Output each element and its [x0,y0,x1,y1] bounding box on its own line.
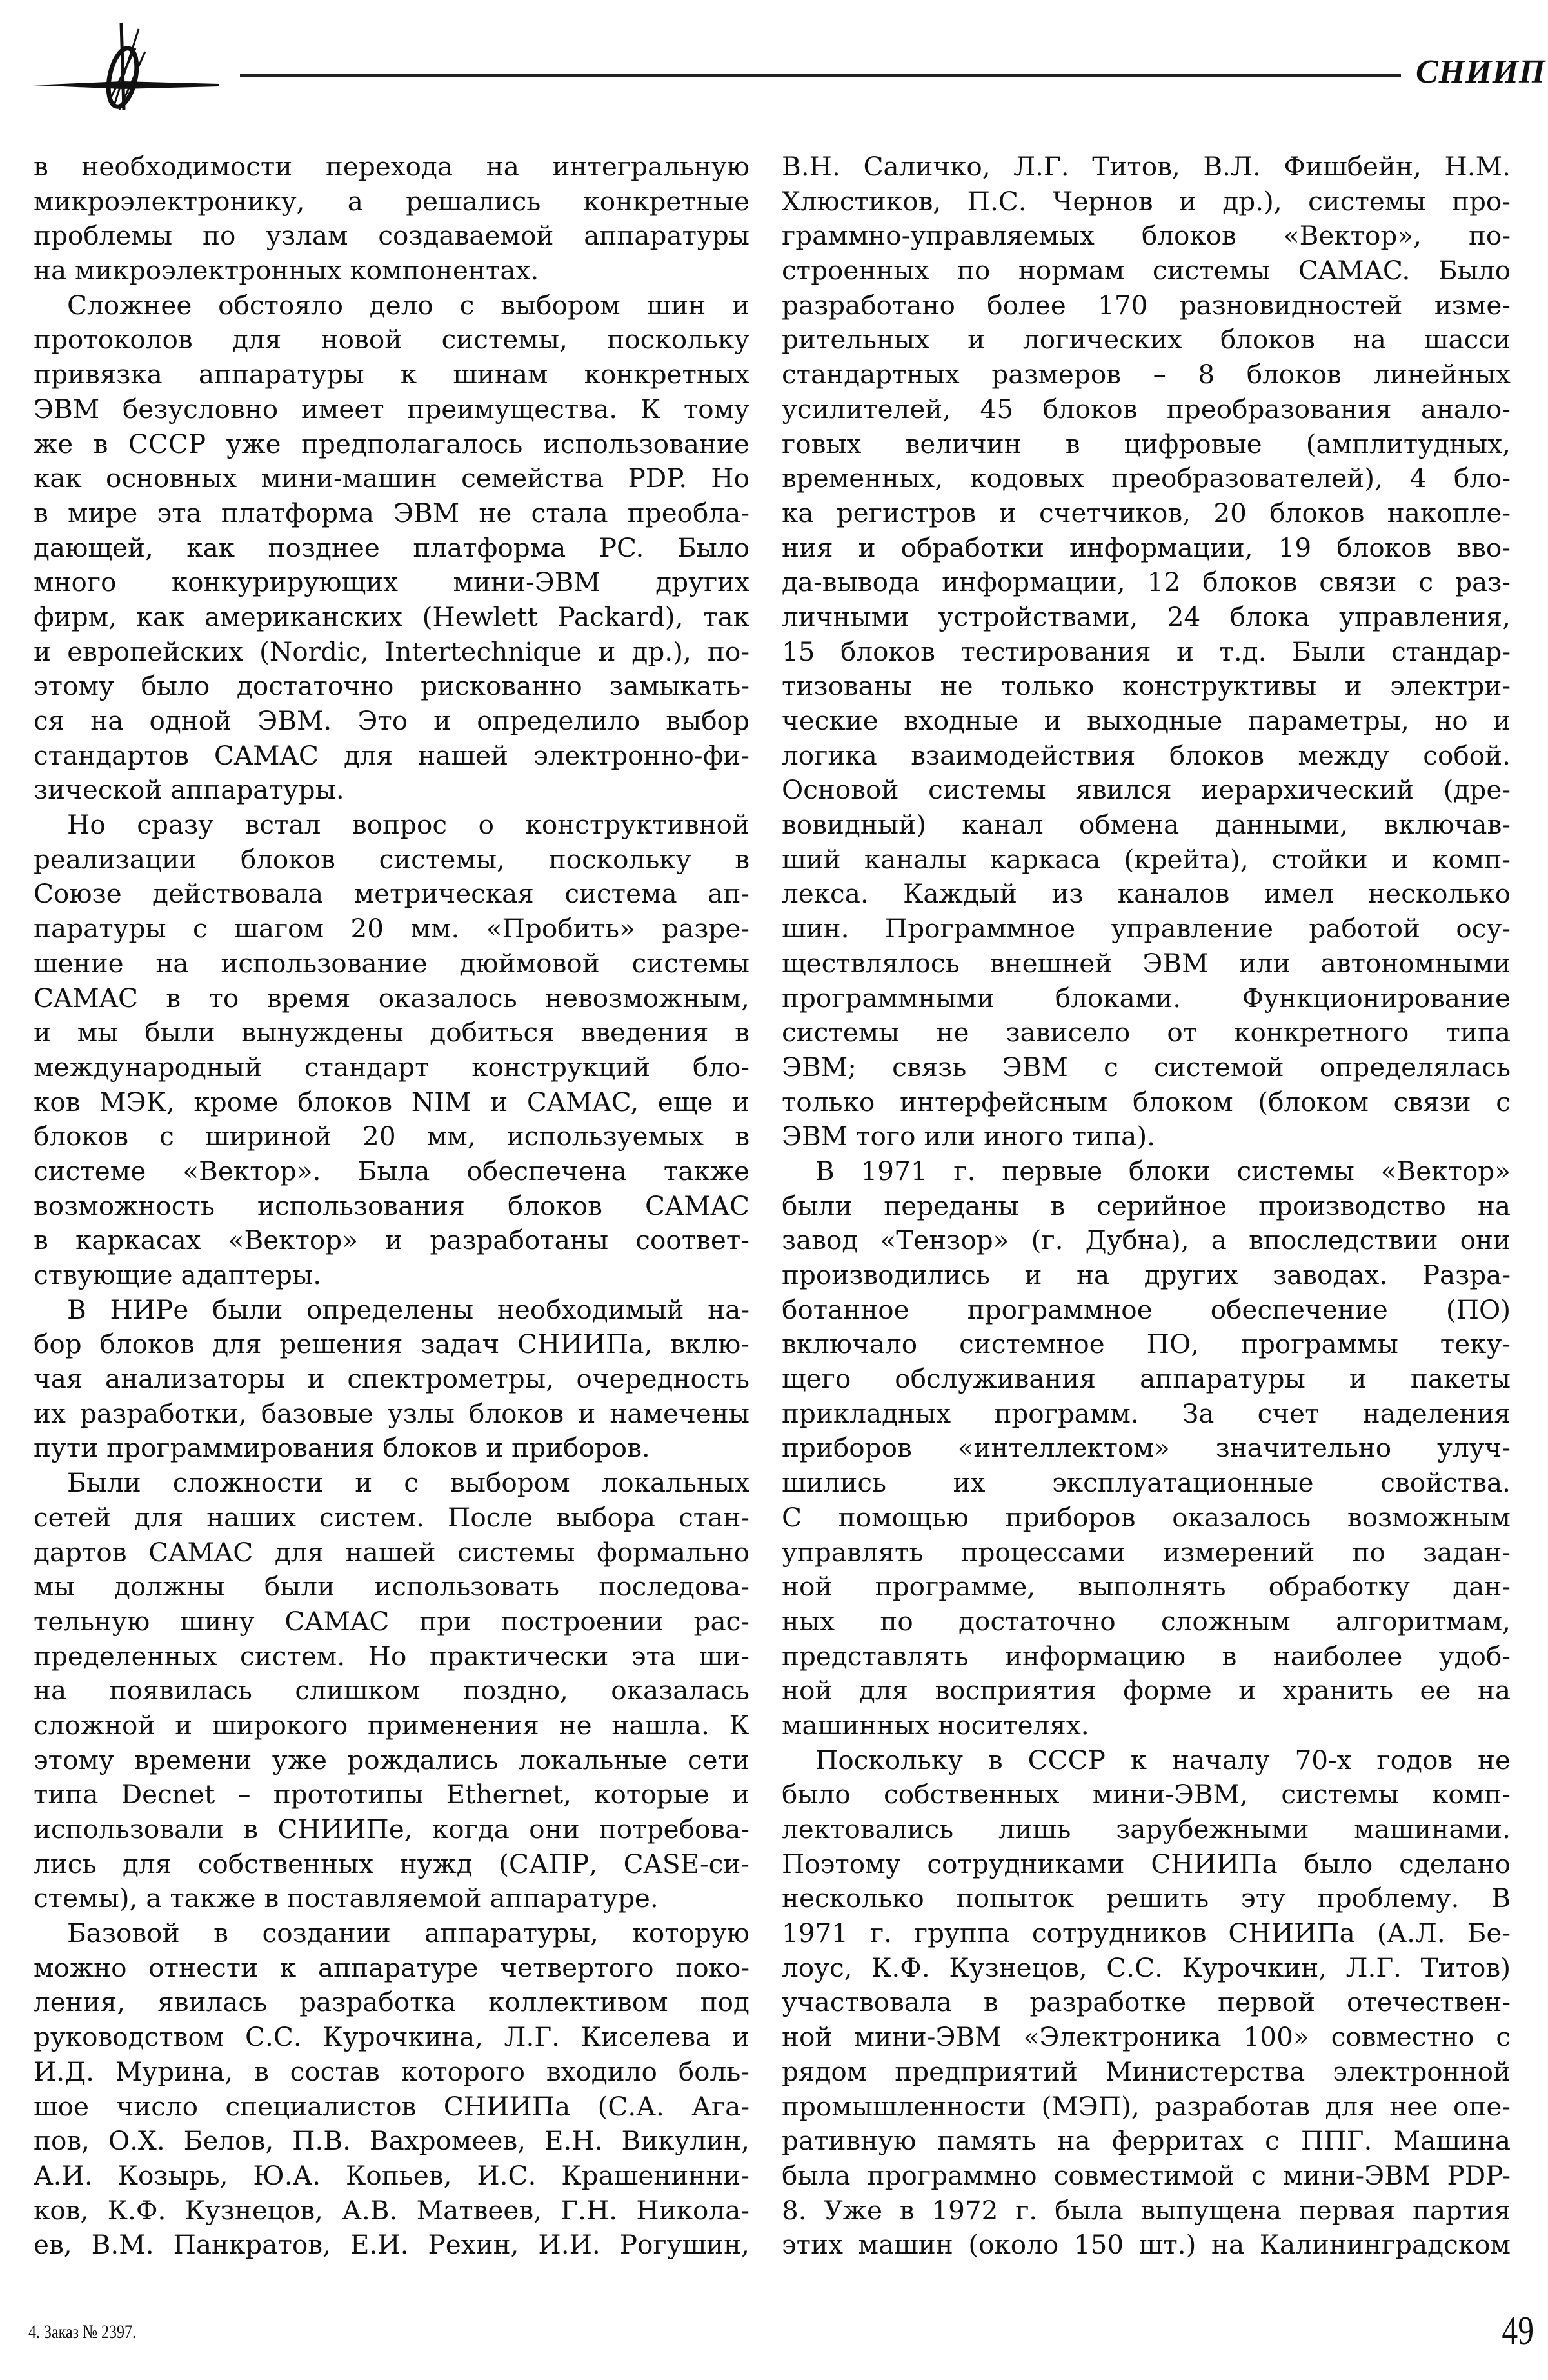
text-line: протоколов для новой системы, поскольку [34,324,749,355]
text-line: строенных по нормам системы CAMAC. Было [782,255,1511,286]
text-line: ев, В.М. Панкратов, Е.И. Рехин, И.И. Рогушин, [34,2229,749,2261]
text-line: возможность использования блоков CAMAC [34,1190,749,1221]
text-line: ствующие адаптеры. [34,1259,322,1290]
text-line: Поэтому сотрудниками СНИИПа было сделано [782,1848,1511,1879]
text-line: сложной и широкого применения не нашла. К [34,1709,749,1741]
text-line: ления, явилась разработка коллективом под [34,1986,749,2018]
text-line: была программно совместимой с мини-ЭВМ PDP- [782,2159,1511,2191]
text-line: 8. Уже в 1972 г. была выпущена первая партия [782,2194,1511,2226]
text-line: представлять информацию в наиболее удоб- [782,1640,1511,1672]
paragraph [34,1916,749,2263]
text-line: машинных носителях. [782,1709,1089,1741]
paragraph [34,808,749,1293]
paragraph [782,150,1511,1154]
text-line: логика взаимодействия блоков между собой. [782,739,1511,771]
text-line: этому было достаточно рискованно замыкать- [34,670,749,702]
text-line: блоков с шириной 20 мм, используемых в [34,1121,749,1152]
text-line: приборов «интеллектом» значительно улуч- [782,1432,1511,1464]
text-line: на появилась слишком поздно, оказалась [34,1675,749,1706]
text-line: А.И. Козырь, Ю.А. Копьев, И.С. Крашенинни- [34,2159,749,2191]
text-line: ся на одной ЭВМ. Это и определило выбор [34,705,749,736]
text-line: пределенных систем. Но практически эта ши- [34,1640,749,1672]
text-line: шин. Программное управление работой осу- [782,913,1511,945]
text-line: тельную шину CAMAC при построении рас- [34,1605,749,1637]
text-column-right [782,150,1511,2263]
text-line: ных по достаточно сложным алгоритмам, [782,1605,1511,1637]
paragraph [34,1293,749,1466]
running-head: СНИИП [1416,54,1546,90]
text-line: стемы), а также в поставляемой аппаратуре. [34,1883,659,1914]
paragraph [34,150,749,288]
text-line: ЭВМ того или иного типа). [782,1121,1156,1152]
text-line: чая анализаторы и спектрометры, очередность [34,1363,749,1395]
text-line: Базовой в создании аппаратуры, которую [67,1917,749,1949]
text-line: Поскольку в СССР к началу 70-х годов не [815,1744,1511,1775]
text-line: ной для восприятия форме и хранить ее на [782,1675,1511,1706]
text-line: использовали в СНИИПе, когда они потребова- [34,1814,749,1845]
text-line: лись для собственных нужд (САПР, CASE-си- [34,1848,749,1879]
text-line: и европейских (Nordic, Intertechnique и др.), по- [34,635,749,667]
text-line: на микроэлектронных компонентах. [34,255,539,286]
text-line: программными блоками. Функционирование [782,982,1511,1014]
text-line: в необходимости перехода на интегральную [34,151,749,182]
text-line: их разработки, базовые узлы блоков и намечены [34,1397,749,1429]
text-line: сетей для наших систем. После выбора стан- [34,1501,749,1533]
text-line: привязка аппаратуры к шинам конкретных [34,359,749,390]
text-line: лектовались лишь зарубежными машинами. [782,1814,1511,1845]
header-rule [240,74,1401,77]
text-line: системе «Вектор». Была обеспечена также [34,1155,749,1186]
text-line: шились их эксплуатационные свойства. [782,1467,1511,1499]
paragraph [34,1466,749,1916]
text-line: В.Н. Саличко, Л.Г. Титов, В.Л. Фишбейн, Н.М. [782,151,1511,182]
text-line: щего обслуживания аппаратуры и пакеты [782,1363,1511,1395]
text-line: же в СССР уже предполагалось использование [34,428,749,459]
print-order-note: 4. Заказ № 2397. [28,2321,137,2343]
text-line: ЭВМ безусловно имеет преимущества. К тому [34,393,749,425]
text-line: ка регистров и счетчиков, 20 блоков накопле- [782,497,1511,528]
text-line: С помощью приборов оказалось возможным [782,1501,1511,1533]
text-line: лекса. Каждый из каналов имел несколько [782,878,1511,910]
text-line: Союзе действовала метрическая система ап- [34,878,749,910]
text-line: стандартных размеров – 8 блоков линейных [782,359,1511,390]
text-line: были переданы в серийное производство на [782,1190,1511,1221]
text-line: проблемы по узлам создаваемой аппаратуры [34,220,749,252]
text-line: 15 блоков тестирования и т.д. Были стандар- [782,635,1511,667]
text-line: системы не зависело от конкретного типа [782,1017,1511,1048]
text-line: фирм, как американских (Hewlett Packard), так [34,601,749,632]
text-line: типа Decnet – прототипы Ethernet, которые и [34,1779,749,1810]
text-line: тизованы не только конструктивы и электри- [782,670,1511,702]
text-line: прикладных программ. За счет наделения [782,1397,1511,1429]
text-line: этому времени уже рождались локальные сети [34,1744,749,1775]
text-line: усилителей, 45 блоков преобразования анало- [782,393,1511,425]
text-line: вовидный) канал обмена данными, включав- [782,809,1511,841]
text-line: дающей, как позднее платформа PC. Было [34,532,749,563]
text-line: ЭВМ; связь ЭВМ с системой определялась [782,1051,1511,1083]
text-line: дартов CAMAC для нашей системы формально [34,1536,749,1568]
text-line: и мы были вынуждены добиться введения в [34,1017,749,1048]
text-line: в мире эта платформа ЭВМ не стала преобла- [34,497,749,528]
text-line: руководством С.С. Курочкина, Л.Г. Киселева и [34,2021,749,2053]
text-line: этих машин (около 150 шт.) на Калининградском [782,2229,1511,2261]
text-line: ботанное программное обеспечение (ПО) [782,1294,1511,1325]
text-line: паратуры с шагом 20 мм. «Пробить» разре- [34,913,749,945]
text-line: микроэлектронику, а решались конкретные [34,185,749,217]
text-line: Были сложности и с выбором локальных [67,1467,749,1499]
text-line: 1971 г. группа сотрудников СНИИПа (А.Л. Бе- [782,1917,1511,1949]
text-line: только интерфейсным блоком (блоком связи с [782,1086,1511,1117]
text-line: лоус, К.Ф. Кузнецов, С.С. Курочкин, Л.Г. Титов) [782,1952,1511,1983]
text-line: рядом предприятий Министерства электронной [782,2055,1511,2087]
text-line: ния и обработки информации, 19 блоков вво- [782,532,1511,563]
text-line: граммно-управляемых блоков «Вектор», по- [782,220,1511,252]
text-line: В 1971 г. первые блоки системы «Вектор» [815,1155,1511,1186]
text-line: шение на использование дюймовой системы [34,947,749,979]
text-line: несколько попыток решить эту проблему. В [782,1883,1511,1914]
text-line: международный стандарт конструкций бло- [34,1051,749,1083]
text-line: рительных и логических блоков на шасси [782,324,1511,355]
text-column-left [34,150,749,2263]
text-line: зической аппаратуры. [34,774,344,806]
text-line: управлять процессами измерений по задан- [782,1536,1511,1568]
text-line: ков МЭК, кроме блоков NIM и CAMAC, еще и [34,1086,749,1117]
text-line: мы должны были использовать последова- [34,1571,749,1603]
publisher-logo-icon [26,13,232,110]
text-line: да-вывода информации, 12 блоков связи с раз- [782,566,1511,598]
text-line: ществлялось внешней ЭВМ или автономными [782,947,1511,979]
text-line: временных, кодовых преобразователей), 4 бло- [782,463,1511,494]
text-line: завод «Тензор» (г. Дубна), а впоследствии они [782,1225,1511,1256]
text-line: промышленности (МЭП), разработав для нее опе- [782,2090,1511,2122]
text-line: реализации блоков системы, поскольку в [34,843,749,875]
text-line: разработано более 170 разновидностей изме- [782,289,1511,321]
text-line: ший каналы каркаса (крейта), стойки и комп- [782,843,1511,875]
text-line: Но сразу встал вопрос о конструктивной [67,809,749,841]
text-line: И.Д. Мурина, в состав которого входило боль- [34,2055,749,2087]
text-line: пути программирования блоков и приборов. [34,1432,650,1464]
text-line: ков, К.Ф. Кузнецов, А.В. Матвеев, Г.Н. Никола- [34,2194,749,2226]
text-line: личными устройствами, 24 блока управления, [782,601,1511,632]
text-line: в каркасах «Вектор» и разработаны соответ- [34,1225,749,1256]
text-line: ной программе, выполнять обработку дан- [782,1571,1511,1603]
page-number: 49 [1502,2309,1534,2353]
text-line: бор блоков для решения задач СНИИПа, вклю- [34,1328,749,1360]
text-line: Сложнее обстояло дело с выбором шин и [67,289,749,321]
paragraph [782,1743,1511,2263]
text-line: ческие входные и выходные параметры, но и [782,705,1511,736]
text-line: ративную память на ферритах с ППГ. Машина [782,2125,1511,2157]
text-line: шое число специалистов СНИИПа (С.А. Ага- [34,2090,749,2122]
paragraph [34,288,749,808]
text-line: стандартов CAMAC для нашей электронно-фи- [34,739,749,771]
text-line: было собственных мини-ЭВМ, системы комп- [782,1779,1511,1810]
text-line: Хлюстиков, П.С. Чернов и др.), системы про- [782,185,1511,217]
text-line: ной мини-ЭВМ «Электроника 100» совместно с [782,2021,1511,2053]
text-line: говых величин в цифровые (амплитудных, [782,428,1511,459]
text-line: производились и на других заводах. Разра- [782,1259,1511,1290]
paragraph [782,1154,1511,1743]
text-line: можно отнести к аппаратуре четвертого поко- [34,1952,749,1983]
text-line: как основных мини-машин семейства PDP. Но [34,463,749,494]
text-line: участвовала в разработке первой отечествен- [782,1986,1511,2018]
text-line: включало системное ПО, программы теку- [782,1328,1511,1360]
text-line: пов, О.Х. Белов, П.В. Вахромеев, Е.Н. Викулин, [34,2125,749,2157]
text-line: Основой системы явился иерархический (дре- [782,774,1511,806]
text-line: В НИРе были определены необходимый на- [67,1294,749,1325]
text-line: CAMAC в то время оказалось невозможным, [34,982,749,1014]
text-line: много конкурирующих мини-ЭВМ других [34,566,749,598]
